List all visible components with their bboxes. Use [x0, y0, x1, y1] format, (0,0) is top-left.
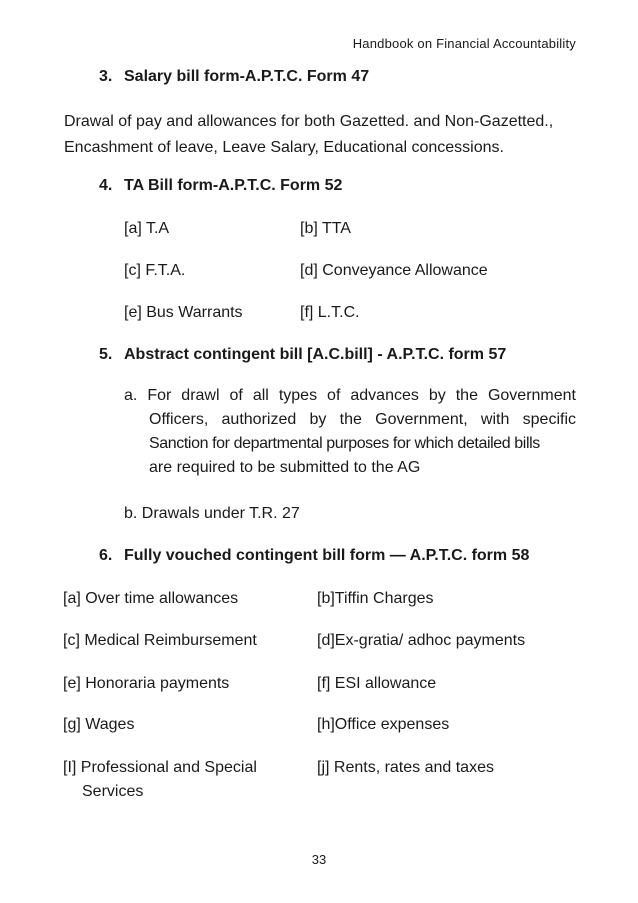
fvc-item-d: [d]Ex-gratia/ adhoc payments — [317, 632, 526, 649]
ta-item-f: [f] L.T.C. — [300, 304, 360, 321]
section-3-number: 3. — [99, 68, 113, 85]
ta-item-e: [e] Bus Warrants — [124, 304, 243, 321]
section-6-number: 6. — [99, 547, 113, 564]
section-4-number: 4. — [99, 177, 113, 194]
running-header: Handbook on Financial Accountability — [352, 36, 576, 51]
section-3-body-line-1: Drawal of pay and allowances for both Gazetted. and Non-Gazetted., — [64, 113, 554, 130]
ta-item-d: [d] Conveyance Allowance — [300, 262, 488, 279]
fvc-item-i-continued: Services — [82, 783, 144, 800]
fvc-item-i: [I] Professional and Special — [63, 759, 257, 776]
ta-item-a: [a] T.A — [124, 220, 170, 237]
section-3-heading: Salary bill form-A.P.T.C. Form 47 — [124, 68, 370, 85]
ta-item-c: [c] F.T.A. — [124, 262, 186, 279]
section-4-heading: TA Bill form-A.P.T.C. Form 52 — [124, 177, 343, 194]
ac-bill-item-a-line-1: a. For drawl of all types of advances by the Government — [124, 387, 576, 404]
fvc-item-c: [c] Medical Reimbursement — [63, 632, 257, 649]
fvc-item-b: [b]Tiffin Charges — [317, 590, 434, 607]
fvc-item-h: [h]Office expenses — [317, 716, 450, 733]
fvc-item-f: [f] ESI allowance — [317, 675, 437, 692]
fvc-item-g: [g] Wages — [63, 716, 135, 733]
section-5-number: 5. — [99, 346, 113, 363]
fvc-item-j: [j] Rents, rates and taxes — [317, 759, 494, 776]
ac-bill-item-a-line-4: are required to be submitted to the AG — [149, 459, 421, 476]
ac-bill-item-a-line-3: Sanction for departmental purposes for which detailed bills — [149, 435, 540, 452]
section-3-body-line-2: Encashment of leave, Leave Salary, Educational concessions. — [64, 139, 504, 156]
section-6-heading: Fully vouched contingent bill form — A.P.T.C. form 58 — [124, 547, 530, 564]
section-5-heading: Abstract contingent bill [A.C.bill] - A.P.T.C. form 57 — [124, 346, 507, 363]
ac-bill-item-b: b. Drawals under T.R. 27 — [124, 505, 300, 522]
fvc-item-a: [a] Over time allowances — [63, 590, 239, 607]
section-3-body — [64, 109, 584, 161]
fvc-item-e: [e] Honoraria payments — [63, 675, 230, 692]
ac-bill-item-a-line-2: Officers, authorized by the Government, with specific — [149, 411, 576, 428]
page-number: 33 — [311, 852, 327, 867]
ac-bill-item-a — [124, 384, 576, 480]
ta-item-b: [b] TTA — [300, 220, 351, 237]
